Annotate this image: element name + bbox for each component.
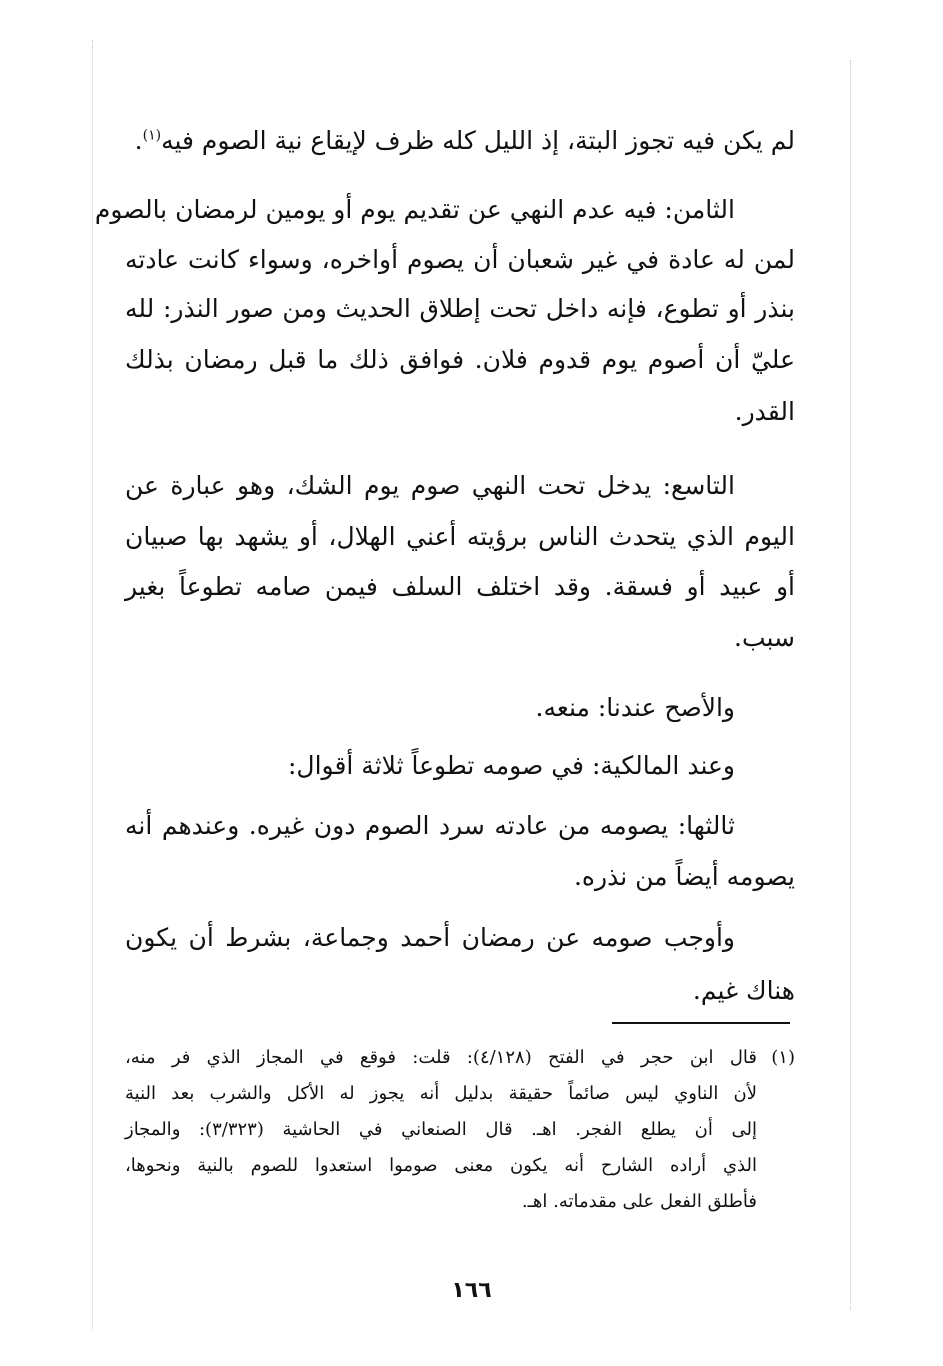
footnote-marker: (١): [142, 127, 162, 144]
text-line: اليوم الذي يتحدث الناس برؤيته أعني الهلال، أو يشهد بها صبيان: [125, 522, 795, 551]
text-line: وأوجب صومه عن رمضان أحمد وجماعة، بشرط أن يكون: [125, 923, 735, 952]
paragraph: [125, 682, 795, 734]
footnote-line: (١)قال ابن حجر في الفتح (٤/١٢٨): قلت: فوقع في المجاز الذي فر منه،: [125, 1040, 795, 1076]
text-line: ثالثها: يصومه من عادته سرد الصوم دون غيره. وعندهم أنه: [125, 811, 735, 840]
text-line: القدر.: [734, 397, 795, 426]
text-line: عليّ أن أصوم يوم قدوم فلان. فوافق ذلك ما قبل رمضان بذلك: [125, 345, 795, 374]
paragraph: [125, 126, 795, 156]
footnote-line: الذي أراده الشارح أنه يكون معنى صوموا استعدوا للصوم بالنية ونحوها،: [125, 1155, 757, 1176]
footnotes: [125, 1040, 795, 1220]
text-line: والأصح عندنا: منعه.: [535, 693, 735, 722]
paragraph: [125, 740, 795, 792]
footnote-separator: [612, 1022, 790, 1024]
main-text: [94, 126, 795, 1018]
text-line: وعند المالكية: في صومه تطوعاً ثلاثة أقوال:: [288, 751, 735, 780]
footnote-line: فأطلق الفعل على مقدماته. اهـ.: [521, 1191, 757, 1212]
text-line: أو عبيد أو فسقة. وقد اختلف السلف فيمن صامه تطوعاً بغير: [125, 572, 795, 601]
text-line: الثامن: فيه عدم النهي عن تقديم يوم أو يومين لرمضان بالصوم: [94, 195, 735, 224]
text-line: هناك غيم.: [692, 976, 795, 1005]
paragraph: [125, 912, 795, 1018]
text-line: لمن له عادة في غير شعبان أن يصوم أواخره، وسواء كانت عادته: [125, 245, 795, 274]
footnote-number: (١): [771, 1047, 795, 1068]
page-number: ١٦٦: [451, 1278, 492, 1303]
scan-artifact: [92, 40, 94, 1330]
paragraph: [94, 184, 795, 438]
paragraph: [125, 460, 795, 664]
text-line: سبب.: [734, 623, 795, 652]
text-line: لم يكن فيه تجوز البتة، إذ الليل كله ظرف لإيقاع نية الصوم فيه$^{(١)}$.: [134, 126, 795, 155]
text-line: بنذر أو تطوع، فإنه داخل تحت إطلاق الحديث ومن صور النذر: لله: [125, 294, 795, 323]
footnote-line: إلى أن يطلع الفجر. اهـ. قال الصنعاني في الحاشية (٣/٣٢٣): والمجاز: [125, 1119, 757, 1140]
footnote-line: لأن الناوي ليس صائماً حقيقة بدليل أنه يجوز له الأكل والشرب بعد النية: [125, 1083, 757, 1104]
scan-artifact: [850, 60, 852, 1310]
text-line: التاسع: يدخل تحت النهي صوم يوم الشك، وهو عبارة عن: [125, 471, 735, 500]
text-line: يصومه أيضاً من نذره.: [573, 862, 795, 891]
paragraph: [125, 800, 795, 902]
